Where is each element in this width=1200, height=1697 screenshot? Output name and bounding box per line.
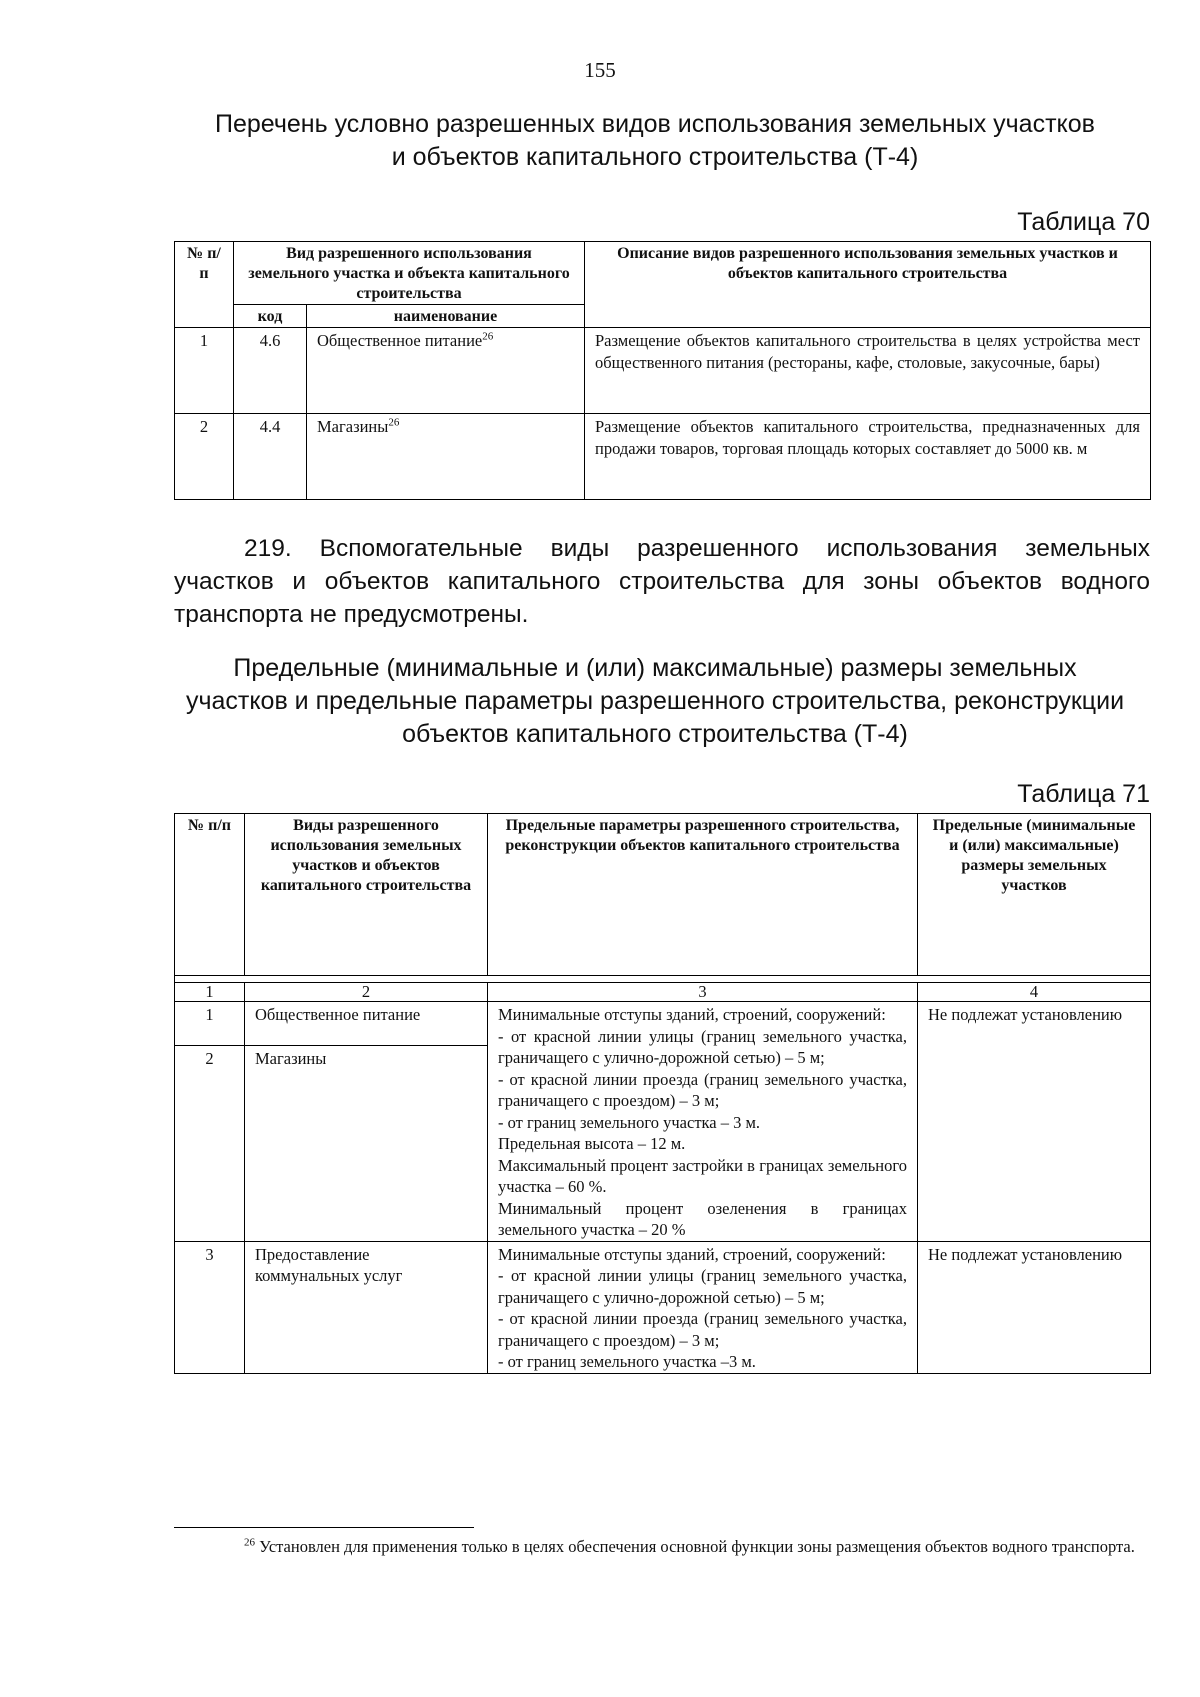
row-name-text: Магазины	[317, 417, 389, 436]
table-header-row	[175, 814, 1151, 976]
heading-line: Перечень условно разрешенных видов использования земельных участков	[215, 110, 1095, 138]
spacer-row	[175, 976, 1151, 983]
footnote-mark: 26	[244, 1536, 255, 1549]
params-line: Минимальный процент озеленения в границах земельного участка – 20 %	[498, 1198, 907, 1239]
params-line: - от красной линии улицы (границ земельного участка, граничащего с улично-дорожной сетью) – 5 м;	[498, 1266, 907, 1307]
header-params: Предельные параметры разрешенного строительства, реконструкции объектов капитального строительства	[488, 814, 918, 976]
params-cell	[488, 1002, 918, 1242]
heading-line: и объектов капитального строительства (Т-4)	[391, 143, 919, 171]
heading-line: объектов капитального строительства (Т-4)	[402, 720, 908, 748]
row-name	[307, 328, 585, 414]
table-row	[175, 1241, 1151, 1373]
params-line: Предельная высота – 12 м.	[498, 1134, 686, 1153]
row-name	[307, 414, 585, 500]
table-71	[174, 813, 1151, 1374]
params-line: - от границ земельного участка – 3 м.	[498, 1112, 761, 1132]
footnote-divider	[174, 1527, 474, 1528]
table70-heading	[160, 108, 1150, 174]
row-num: 1	[175, 1002, 245, 1046]
heading-line: участков и предельные параметры разрешенного строительства, реконструкции	[185, 687, 1125, 715]
row-num: 3	[175, 1241, 245, 1373]
params-line: - от красной линии проезда (границ земельного участка, граничащего с проездом) – 3 м;	[498, 1309, 907, 1350]
params-line: - от границ земельного участка –3 м.	[498, 1352, 756, 1371]
sizes-cell: Не подлежат установлению	[918, 1002, 1151, 1242]
col-number: 4	[918, 983, 1151, 1002]
row-description: Размещение объектов капитального строительства в целях устройства мест общественного питания (рестораны, кафе, столовые, закусочные, бары)	[585, 328, 1151, 414]
table71-heading	[160, 652, 1150, 751]
row-code: 4.4	[234, 414, 307, 500]
page-number: 155	[584, 58, 616, 82]
table-row	[175, 328, 1151, 414]
row-name: Общественное питание	[245, 1002, 488, 1046]
header-code: код	[234, 305, 307, 328]
params-line: - от красной линии проезда (границ земельного участка, граничащего с проездом) – 3 м;	[498, 1069, 907, 1110]
heading-line: Предельные (минимальные и (или) максимальные) размеры земельных	[233, 654, 1077, 682]
table-70	[174, 241, 1151, 500]
params-line: Минимальные отступы зданий, строений, сооружений:	[498, 1005, 886, 1024]
header-name: наименование	[307, 305, 585, 328]
col-number: 1	[175, 983, 245, 1002]
table-row	[175, 414, 1151, 500]
column-number-row	[175, 983, 1151, 1002]
row-num: 1	[175, 328, 234, 414]
params-cell	[488, 1241, 918, 1373]
row-name: Магазины	[245, 1046, 488, 1242]
table-header-row	[175, 242, 1151, 305]
params-line: - от красной линии улицы (границ земельного участка, граничащего с улично-дорожной сетью) – 5 м;	[498, 1026, 907, 1067]
row-num: 2	[175, 1046, 245, 1242]
footnote-ref: 26	[388, 416, 400, 429]
header-sizes: Предельные (минимальные и (или) максимальные) размеры земельных участков	[918, 814, 1151, 976]
row-code: 4.6	[234, 328, 307, 414]
table-row	[175, 1002, 1151, 1046]
params-line: Максимальный процент застройки в границах земельного участка – 60 %.	[498, 1155, 907, 1196]
table71-caption: Таблица 71	[1017, 780, 1150, 808]
col-number: 2	[245, 983, 488, 1002]
header-num: № п/п	[175, 814, 245, 976]
col-number: 3	[488, 983, 918, 1002]
sizes-cell: Не подлежат установлению	[918, 1241, 1151, 1373]
header-kind: Вид разрешенного использования земельного участка и объекта капитального строительства	[234, 242, 585, 305]
header-num: № п/п	[175, 242, 234, 328]
row-description: Размещение объектов капитального строительства, предназначенных для продажи товаров, торговая площадь которых составляет до 5000 кв. м	[585, 414, 1151, 500]
row-name-text: Общественное питание	[317, 331, 483, 350]
params-line: Минимальные отступы зданий, строений, сооружений:	[498, 1244, 886, 1264]
footnote-text: Установлен для применения только в целях обеспечения основной функции зоны размещения объектов водного транспорта.	[255, 1537, 1135, 1556]
spacer	[175, 976, 1151, 983]
row-num: 2	[175, 414, 234, 500]
header-description: Описание видов разрешенного использования земельных участков и объектов капитального строительства	[585, 242, 1151, 328]
row-name: Предоставление коммунальных услуг	[245, 1241, 488, 1373]
footnote	[174, 1536, 1150, 1558]
table70-caption: Таблица 70	[1017, 208, 1150, 236]
paragraph-219: 219. Вспомогательные виды разрешенного использования земельных участков и объектов капитального строительства для зоны объектов водного транспорта не предусмотрены.	[174, 535, 1150, 628]
header-kind: Виды разрешенного использования земельных участков и объектов капитального строительства	[245, 814, 488, 976]
footnote-ref: 26	[482, 330, 494, 343]
